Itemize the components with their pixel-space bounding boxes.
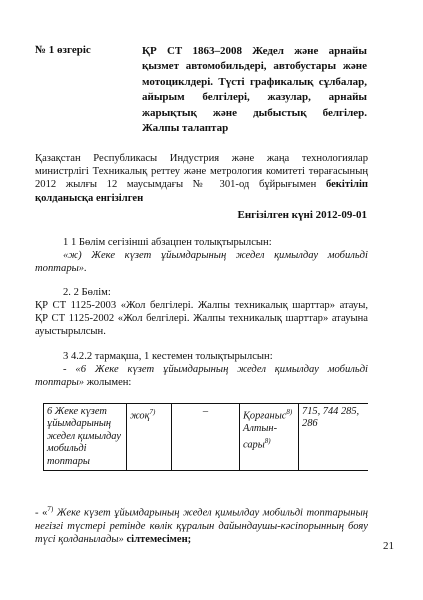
item1-line2: «ж) Жеке күзет ұйымдарының жедел қимылдау мобильді топтары».	[35, 250, 368, 275]
item2-body: ҚР СТ 1125-2003 «Жол белгілері. Жалпы техникалық шарттар» атауы, ҚР СТ 1125-2002 «Жол белгілері. Жалпы техникалық шарттар» атауына ауыстырылсын.	[35, 300, 368, 338]
table-cell-colors: Қорғаныс$^{8)}$ Алтын-сары$^{8)}$	[240, 404, 299, 471]
item3-suffix: жолымен:	[84, 377, 132, 389]
color-table	[43, 403, 368, 471]
table-cell-codes: 715, 744 285, 286	[299, 404, 369, 471]
footnote-bold-tail: сілтемесімен;	[123, 533, 192, 545]
footnote-prefix: - «	[35, 507, 48, 519]
effective-date: Енгізілген күні 2012-09-01	[237, 209, 367, 221]
table-cell-dash: –	[172, 404, 240, 471]
intro-text: Қазақстан Республикасы Индустрия және жаңа технологиялар министрлігі Техникалық реттеу және метрология комитеті төрағасының 2012 жылғы 12 маусымдағы № 301-од бұйрығымен	[35, 153, 368, 191]
table-cell-absent: жоқ$^{7)}$	[127, 404, 172, 471]
item3-prefix: -	[63, 364, 76, 375]
footnote-italic: Жеке күзет ұйымдарының жедел қимылдау мобильді топтарының негізгі түстері ретінде көлік құралын дайындаушы-кәсіпорынның бояу түсі қолданылады»	[35, 507, 368, 545]
footnote-sup: 7)	[47, 505, 54, 513]
intro-paragraph	[35, 152, 368, 205]
table-row	[44, 404, 369, 471]
item2-line1: 2. 2 Бөлім:	[63, 287, 111, 298]
intro-bold-tail: бекітіліп қолданысқа енгізілген	[35, 179, 368, 204]
table-cell-group: 6 Жеке күзет ұйымдарының жедел қимылдау мобильді топтары	[44, 404, 127, 471]
footnote-paragraph	[35, 503, 368, 546]
item3-line1: 3 4.2.2 тармақша, 1 кестемен толықтырылсын:	[63, 351, 273, 362]
item3-italic: «6 Жеке күзет ұйымдарының жедел қимылдау мобильді топтары»	[35, 364, 368, 389]
item1-line1: 1 1 Бөлім сегізінші абзацпен толықтырылсын:	[63, 237, 272, 248]
page-number: 21	[383, 540, 394, 552]
item3-line2	[35, 363, 368, 389]
amendment-label: № 1 өзгеріс	[35, 44, 91, 56]
standard-title: ҚР СТ 1863–2008 Жедел және арнайы қызмет автомобильдері, автобустары және мотоциклдері. Түсті графикалық сұлбалар, айырым белгілері, жазулар, арнайы жарықтық және дыбыстық белгілер. Жалпы талаптар	[142, 45, 367, 135]
